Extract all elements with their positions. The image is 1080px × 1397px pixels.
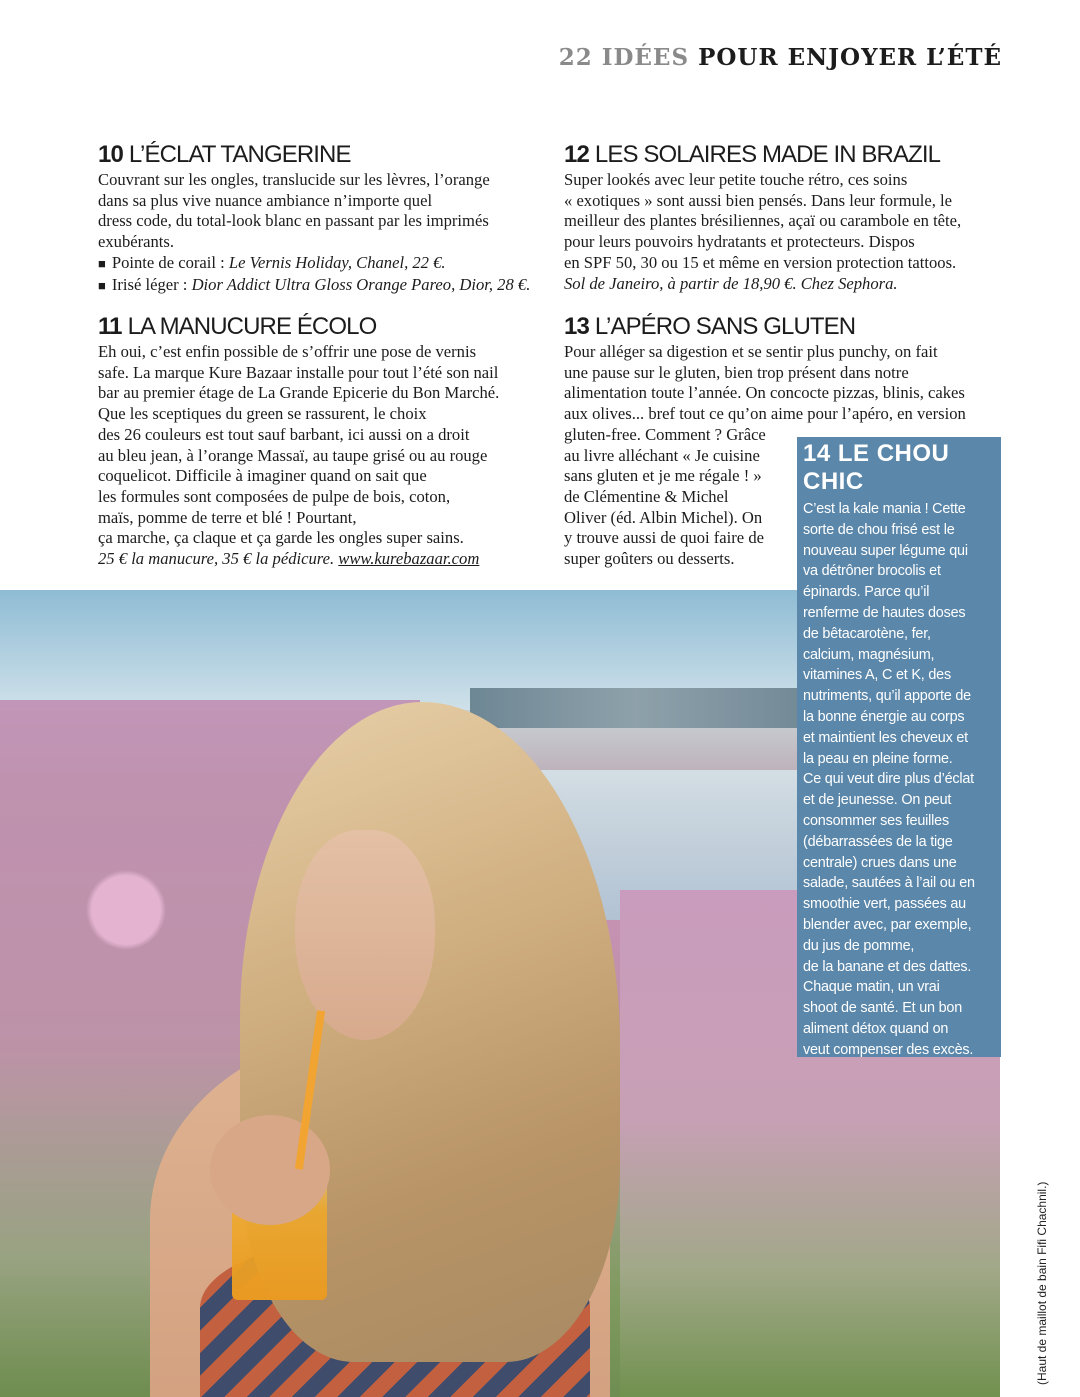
section-13-line: gluten-free. Comment ? Grâce <box>564 424 766 444</box>
section-12-line: Super lookés avec leur petite touche rétro, ces soins <box>564 170 908 189</box>
section-12-title: LES SOLAIRES MADE IN BRAZIL <box>594 141 941 168</box>
section-12-line: en SPF 50, 30 ou 15 et même en version protection tattoos. <box>564 252 957 272</box>
box-line: consommer ses feuilles <box>803 812 949 829</box>
section-11 <box>98 313 499 570</box>
price-line <box>98 549 499 570</box>
photo-model-hand <box>210 1115 330 1225</box>
section-11-line: ça marche, ça claque et ça garde les ongles super sains. <box>98 528 464 548</box>
section-12-line: « exotiques » sont aussi bien pensés. Dans leur formule, le <box>564 190 953 210</box>
section-10-number: 10 <box>98 141 123 168</box>
box-line: et maintient les cheveux et <box>803 729 968 746</box>
price-text: 25 € la manucure, 35 € la pédicure. <box>98 549 339 569</box>
section-10-line: dress code, du total-look blanc en passant par les imprimés <box>98 211 489 231</box>
section-10-heading <box>98 141 530 169</box>
section-13-line: Oliver (éd. Albin Michel). On <box>564 507 763 527</box>
box-line: blender avec, par exemple, <box>803 916 972 933</box>
box-line: et de jeunesse. On peut <box>803 792 952 809</box>
box-line: Chaque matin, un vrai <box>803 979 940 996</box>
product-label: Irisé léger : <box>111 274 192 294</box>
box-line: nouveau super légume qui <box>803 542 968 559</box>
website-link[interactable]: www.kurebazaar.com <box>338 549 480 569</box>
box-line: salade, sautées à l’ail ou en <box>803 875 975 892</box>
box-line: va détrôner brocolis et <box>803 563 941 580</box>
section-10 <box>98 141 530 296</box>
section-10-line: dans sa plus vive nuance ambiance n’importe quel <box>98 190 433 210</box>
section-10-line: exubérants. <box>98 232 175 252</box>
product-name: Dior Addict Ultra Gloss Orange Pareo, Dior, 28 €. <box>191 274 531 294</box>
section-13-line: y trouve aussi de quoi faire de <box>564 528 764 548</box>
box-line: épinards. Parce qu’il <box>803 584 930 601</box>
box-title-line: CHIC <box>803 468 864 495</box>
section-13-line: alimentation toute l’année. On concocte pizzas, blinis, cakes <box>564 383 965 403</box>
bullet-square-icon: ■ <box>98 277 106 293</box>
section-11-line: Eh oui, c’est enfin possible de s’offrir une pose de vernis <box>98 342 477 361</box>
product-reference <box>98 253 530 275</box>
section-11-heading <box>98 313 499 341</box>
section-13-line: sans gluten et je me régale ! » <box>564 466 762 486</box>
sidebar-box-14 <box>797 437 1001 1057</box>
box-line: la bonne énergie au corps <box>803 708 965 725</box>
photo-model-face <box>295 830 435 1040</box>
section-13-line: super goûters ou desserts. <box>564 549 735 569</box>
section-12 <box>564 141 961 294</box>
section-10-title: L’ÉCLAT TANGERINE <box>128 141 351 168</box>
box-line: (débarrassées de la tige <box>803 833 953 850</box>
section-13-line: de Clémentine & Michel <box>564 486 729 506</box>
box-title <box>797 437 1001 496</box>
section-13-line: Pour alléger sa digestion et se sentir plus punchy, on fait <box>564 342 938 361</box>
box-line: du jus de pomme, <box>803 937 915 954</box>
section-10-line: Couvrant sur les ongles, translucide sur les lèvres, l’orange <box>98 170 490 189</box>
section-13-line: au livre alléchant « Je cuisine <box>564 445 760 465</box>
section-12-heading <box>564 141 961 169</box>
page-header <box>559 44 1002 71</box>
section-13-title: L’APÉRO SANS GLUTEN <box>594 313 856 340</box>
photo-credit-text: (Haut de maillot de bain Fifi Chachnil.) <box>1035 1181 1049 1385</box>
product-reference <box>98 275 530 297</box>
section-11-line: safe. La marque Kure Bazaar installe pour tout l’été son nail <box>98 362 499 382</box>
section-11-number: 11 <box>98 313 122 340</box>
box-line: vitamines A, C et K, des <box>803 667 951 684</box>
header-accent: 22 IDÉES <box>558 44 690 71</box>
box-line: calcium, magnésium, <box>803 646 935 663</box>
box-line: centrale) crues dans une <box>803 854 957 871</box>
box-line: la peau en pleine forme. <box>803 750 953 767</box>
section-11-line: Que les sceptiques du green se rassurent, le choix <box>98 404 427 424</box>
box-body <box>797 496 1001 1061</box>
box-line: aliment détox quand on <box>803 1020 949 1037</box>
box-line: nutriments, qu’il apporte de <box>803 688 971 705</box>
section-11-line: maïs, pomme de terre et blé ! Pourtant, <box>98 507 357 527</box>
photo-town <box>470 688 800 728</box>
section-12-line: pour leurs pouvoirs hydratants et protecteurs. Dispos <box>564 232 915 252</box>
section-11-line: bar au premier étage de La Grande Epicerie du Bon Marché. <box>98 383 500 403</box>
box-line: Ce qui veut dire plus d’éclat <box>803 771 974 788</box>
box-line: smoothie vert, passées au <box>803 896 966 913</box>
product-label: Pointe de corail : <box>111 252 229 272</box>
section-13-line: une pause sur le gluten, bien trop présent dans notre <box>564 362 909 382</box>
box-line: de la banane et des dattes. <box>803 958 972 975</box>
box-title-line: 14 LE CHOU <box>803 440 950 467</box>
section-12-number: 12 <box>564 141 589 168</box>
box-line: C’est la kale mania ! Cette <box>803 501 966 517</box>
box-line: shoot de santé. Et un bon <box>803 1000 963 1017</box>
section-12-line: meilleur des plantes brésiliennes, açaï ou carambole en tête, <box>564 211 962 231</box>
section-11-line: au bleu jean, à l’orange Massaï, au taupe grisé ou au rouge <box>98 445 488 465</box>
section-11-line: les formules sont composées de pulpe de bois, coton, <box>98 486 451 506</box>
section-13-line: aux olives... bref tout ce qu’on aime pour l’apéro, en version <box>564 404 966 424</box>
box-line: veut compenser des excès. <box>803 1041 974 1058</box>
section-13-heading <box>564 313 966 341</box>
photo-credit <box>1035 1095 1049 1385</box>
price-line: Sol de Janeiro, à partir de 18,90 €. Chez Sephora. <box>564 273 898 293</box>
section-11-line: des 26 couleurs est tout sauf barbant, ici aussi on a droit <box>98 424 470 444</box>
box-line: renferme de hautes doses <box>803 604 966 621</box>
box-line: sorte de chou frisé est le <box>803 521 955 538</box>
header-title: POUR ENJOYER L’ÉTÉ <box>698 44 1002 71</box>
section-11-line: coquelicot. Difficile à imaginer quand on sait que <box>98 466 427 486</box>
bullet-square-icon: ■ <box>98 255 106 271</box>
section-11-title: LA MANUCURE ÉCOLO <box>127 313 377 340</box>
product-name: Le Vernis Holiday, Chanel, 22 €. <box>228 252 446 272</box>
box-line: de bêtacarotène, fer, <box>803 625 931 642</box>
section-13-number: 13 <box>564 313 589 340</box>
